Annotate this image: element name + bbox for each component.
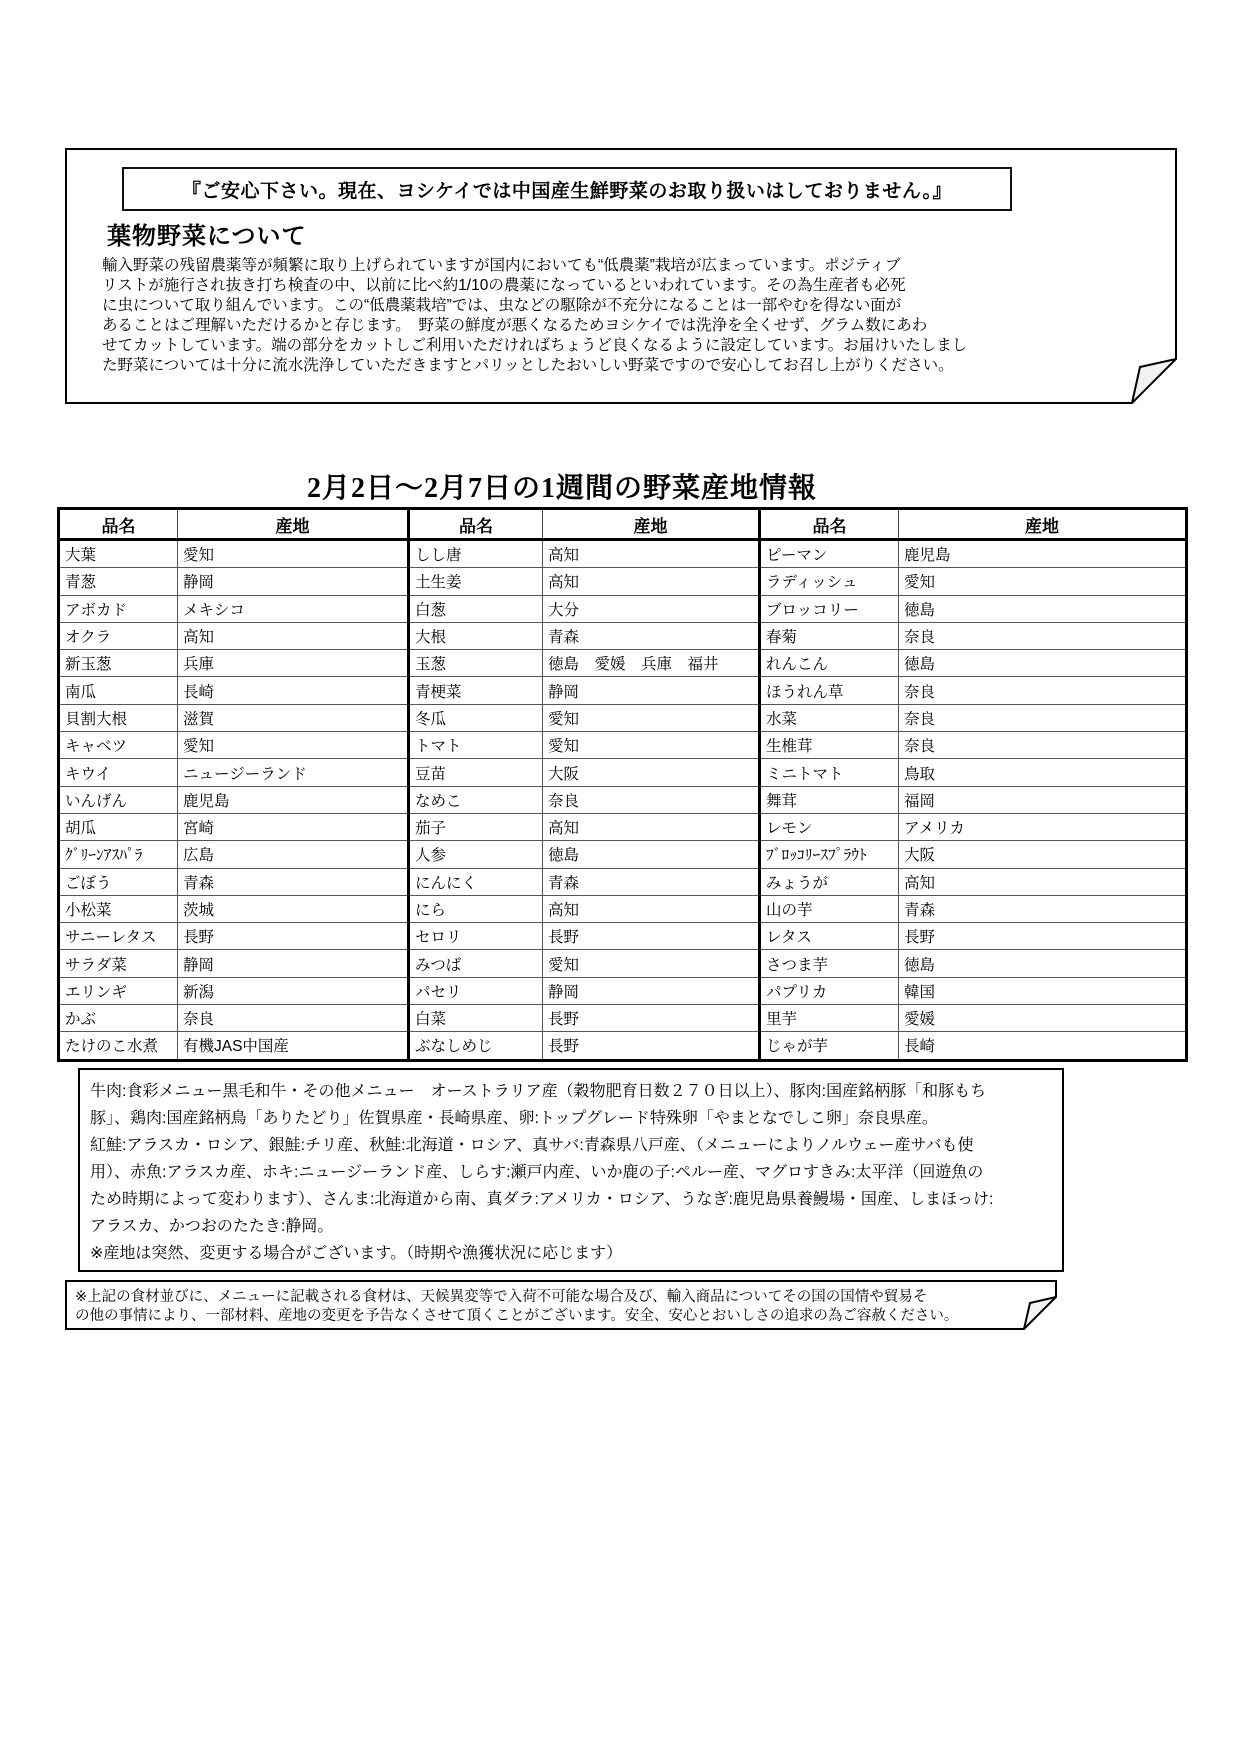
item-name-cell: にんにく [409,868,543,895]
origin-cell: 高知 [899,868,1187,895]
origin-cell: 福岡 [899,786,1187,813]
body-line: 輸入野菜の残留農薬等が頻繁に取り上げられていますが国内においても“低農薬”栽培が広まっています。ポジティブ [102,257,901,274]
origin-cell: 奈良 [899,732,1187,759]
item-name-cell: 新玉葱 [59,650,178,677]
origin-cell: 高知 [543,568,760,595]
item-name-cell: サラダ菜 [59,950,178,977]
meat-fish-line: アラスカ、かつおのたたき:静岡。 [90,1218,334,1235]
item-name-cell: 土生姜 [409,568,543,595]
table-row [59,813,1187,840]
table-row [59,950,1187,977]
origin-cell: 長野 [899,923,1187,950]
body-paragraph [102,256,1054,376]
meat-fish-line: 紅鮭:アラスカ・ロシア、銀鮭:チリ産、秋鮭:北海道・ロシア、真サバ:青森県八戸産、（メニューによりノルウェー産サバも使 [90,1137,974,1154]
origin-cell: 静岡 [543,977,760,1004]
origin-cell: 青森 [543,622,760,649]
origin-cell: 徳島 愛媛 兵庫 福井 [543,650,760,677]
item-name-cell: なめこ [409,786,543,813]
disclaimer-line: ※上記の食材並びに、メニューに記載される食材は、天候異変等で入荷不可能な場合及び、輸入商品についてその国の国情や貿易そ [75,1289,928,1305]
table-row [59,1005,1187,1032]
origin-cell: 青森 [543,868,760,895]
table-row [59,622,1187,649]
reassurance-headline-box [122,167,1012,211]
item-name-cell: 南瓜 [59,677,178,704]
table-row [59,568,1187,595]
item-name-cell: 小松菜 [59,895,178,922]
item-name-cell: 豆苗 [409,759,543,786]
item-name-cell: れんこん [760,650,899,677]
origin-cell: 愛知 [543,950,760,977]
origin-cell: 宮崎 [178,813,409,840]
item-name-cell: ごぼう [59,868,178,895]
table-row [59,786,1187,813]
item-name-cell: アボカド [59,595,178,622]
table-row [59,704,1187,731]
item-name-cell: 人参 [409,841,543,868]
item-name-cell: トマト [409,732,543,759]
item-name-cell: たけのこ水煮 [59,1032,178,1060]
origin-cell: 広島 [178,841,409,868]
item-name-cell: キウイ [59,759,178,786]
origin-cell: 韓国 [899,977,1187,1004]
table-header-row [59,509,1187,540]
origin-cell: 長野 [543,1005,760,1032]
body-line: に虫について取り組んでいます。この“低農薬栽培”では、虫などの駆除が不充分になることは一部やむを得ない面が [102,297,902,314]
item-name-cell: 貝割大根 [59,704,178,731]
origin-cell: 長崎 [178,677,409,704]
table-row [59,1032,1187,1060]
meat-fish-line: 牛肉:食彩メニュー黒毛和牛・その他メニュー オーストラリア産（穀物肥育日数２７０日以上）、豚肉:国産銘柄豚「和豚もち [90,1083,987,1100]
origin-cell: ニュージーランド [178,759,409,786]
table-row [59,650,1187,677]
origin-cell: 静岡 [178,950,409,977]
item-name-cell: オクラ [59,622,178,649]
item-name-cell: ぶなしめじ [409,1032,543,1060]
origin-cell: 愛媛 [899,1005,1187,1032]
column-header-cell: 産地 [178,509,409,540]
table-row [59,677,1187,704]
item-name-cell: レタス [760,923,899,950]
origin-cell: 愛知 [178,732,409,759]
origin-cell: 大阪 [899,841,1187,868]
origin-cell: 徳島 [899,595,1187,622]
origin-cell: 新潟 [178,977,409,1004]
origin-cell: メキシコ [178,595,409,622]
origin-cell: 大阪 [543,759,760,786]
item-name-cell: 胡瓜 [59,813,178,840]
origin-cell: 徳島 [543,841,760,868]
origin-cell: 大分 [543,595,760,622]
item-name-cell: にら [409,895,543,922]
item-name-cell: 青葱 [59,568,178,595]
item-name-cell: ブロッコリー [760,595,899,622]
table-row [59,895,1187,922]
origin-cell: 奈良 [543,786,760,813]
item-name-cell: 水菜 [760,704,899,731]
body-line: た野菜については十分に流水洗浄していただきますとパリッとしたおいしい野菜ですので安心してお召し上がりください。 [102,357,954,374]
origin-cell: 奈良 [178,1005,409,1032]
origin-cell: 高知 [178,622,409,649]
item-name-cell: 玉葱 [409,650,543,677]
item-name-cell: 白菜 [409,1005,543,1032]
notice-box [65,148,1177,404]
table-row [59,759,1187,786]
column-header-cell: 産地 [899,509,1187,540]
origin-cell: 徳島 [899,950,1187,977]
meat-fish-line: 用）、赤魚:アラスカ産、ホキ:ニュージーランド産、しらす:瀬戸内産、いか鹿の子:ペルー産、マグロすきみ:太平洋（回遊魚の [90,1164,984,1181]
meat-fish-line: 豚」、鶏肉:国産銘柄鳥「ありたどり」佐賀県産・長崎県産、卵:トップグレード特殊卵「やまとなでしこ卵」奈良県産。 [90,1110,938,1127]
item-name-cell: 茄子 [409,813,543,840]
table-row [59,868,1187,895]
origin-cell: 静岡 [178,568,409,595]
origin-cell: 長野 [543,1032,760,1060]
origin-cell: 徳島 [899,650,1187,677]
origin-cell: 愛知 [178,540,409,568]
origin-cell: 静岡 [543,677,760,704]
table-row [59,732,1187,759]
item-name-cell: キャベツ [59,732,178,759]
item-name-cell: パプリカ [760,977,899,1004]
item-name-cell: 大根 [409,622,543,649]
item-name-cell: しし唐 [409,540,543,568]
item-name-cell: ｸﾞﾘｰﾝｱｽﾊﾟﾗ [59,841,178,868]
origin-cell: 兵庫 [178,650,409,677]
item-name-cell: さつま芋 [760,950,899,977]
item-name-cell: ラディッシュ [760,568,899,595]
item-name-cell: いんげん [59,786,178,813]
table-row [59,540,1187,568]
origin-cell: 滋賀 [178,704,409,731]
item-name-cell: みつば [409,950,543,977]
origin-cell: 愛知 [899,568,1187,595]
table-title: 2月2日～2月7日の1週間の野菜産地情報 [306,473,817,504]
column-header-cell: 品名 [760,509,899,540]
item-name-cell: 舞茸 [760,786,899,813]
origin-cell: 長野 [543,923,760,950]
table-row [59,595,1187,622]
table-row [59,977,1187,1004]
folded-corner-icon [1131,358,1177,404]
item-name-cell: パセリ [409,977,543,1004]
item-name-cell: 冬瓜 [409,704,543,731]
origin-cell: 青森 [899,895,1187,922]
origin-cell: 愛知 [543,704,760,731]
column-header-cell: 品名 [409,509,543,540]
origin-cell: 高知 [543,813,760,840]
origin-cell: 奈良 [899,704,1187,731]
item-name-cell: 大葉 [59,540,178,568]
item-name-cell: 山の芋 [760,895,899,922]
item-name-cell: 白葱 [409,595,543,622]
item-name-cell: ミニトマト [760,759,899,786]
origin-cell: 高知 [543,540,760,568]
column-header-cell: 品名 [59,509,178,540]
item-name-cell: エリンギ [59,977,178,1004]
meat-fish-info-box [78,1068,1064,1272]
item-name-cell: 春菊 [760,622,899,649]
column-header-cell: 産地 [543,509,760,540]
item-name-cell: かぶ [59,1005,178,1032]
produce-origin-table [57,507,1188,1062]
origin-cell: 奈良 [899,677,1187,704]
disclaimer-line: の他の事情により、一部材料、産地の変更を予告なくさせて頂くことがございます。安全、安心とおいしさの追求の為ご容赦ください。 [75,1308,959,1324]
origin-cell: 鹿児島 [899,540,1187,568]
item-name-cell: レモン [760,813,899,840]
origin-cell: 鹿児島 [178,786,409,813]
disclaimer-box [65,1280,1057,1330]
origin-cell: 長野 [178,923,409,950]
reassurance-headline: 『ご安心下さい。現在、ヨシケイでは中国産生鮮野菜のお取り扱いはしておりません。』 [182,180,952,202]
item-name-cell: 生椎茸 [760,732,899,759]
produce-table-body [59,540,1187,1061]
origin-cell: 茨城 [178,895,409,922]
meat-fish-line: ※産地は突然、変更する場合がございます。（時期や漁獲状況に応じます） [90,1245,623,1262]
origin-cell: アメリカ [899,813,1187,840]
origin-cell: 鳥取 [899,759,1187,786]
item-name-cell: セロリ [409,923,543,950]
table-row [59,841,1187,868]
item-name-cell: ほうれん草 [760,677,899,704]
origin-cell: 長崎 [899,1032,1187,1060]
origin-cell: 高知 [543,895,760,922]
body-line: あることはご理解いただけるかと存じます。 野菜の鮮度が悪くなるためヨシケイでは洗浄を全くせず、グラム数にあわ [102,317,928,334]
table-row [59,923,1187,950]
origin-cell: 奈良 [899,622,1187,649]
meat-fish-line: ため時期によって変わります）、さんま:北海道から南、真ダラ:アメリカ・ロシア、うなぎ:鹿児島県養鰻場・国産、しまほっけ: [90,1191,994,1208]
body-line: せてカットしています。端の部分をカットしご利用いただければちょうど良くなるように設定しています。お届けいたしまし [102,337,968,354]
item-name-cell: ﾌﾞﾛｯｺﾘｰｽﾌﾟﾗｳﾄ [760,841,899,868]
item-name-cell: 青梗菜 [409,677,543,704]
origin-cell: 有機JAS中国産 [178,1032,409,1060]
body-line: リストが施行され抜き打ち検査の中、以前に比べ約1/10の農薬になっているといわれています。その為生産者も必死 [102,277,906,294]
origin-cell: 青森 [178,868,409,895]
folded-corner-icon [1023,1296,1057,1330]
origin-cell: 愛知 [543,732,760,759]
section-heading: 葉物野菜について [107,223,307,250]
item-name-cell: じゃが芋 [760,1032,899,1060]
item-name-cell: サニーレタス [59,923,178,950]
item-name-cell: 里芋 [760,1005,899,1032]
item-name-cell: みょうが [760,868,899,895]
item-name-cell: ピーマン [760,540,899,568]
